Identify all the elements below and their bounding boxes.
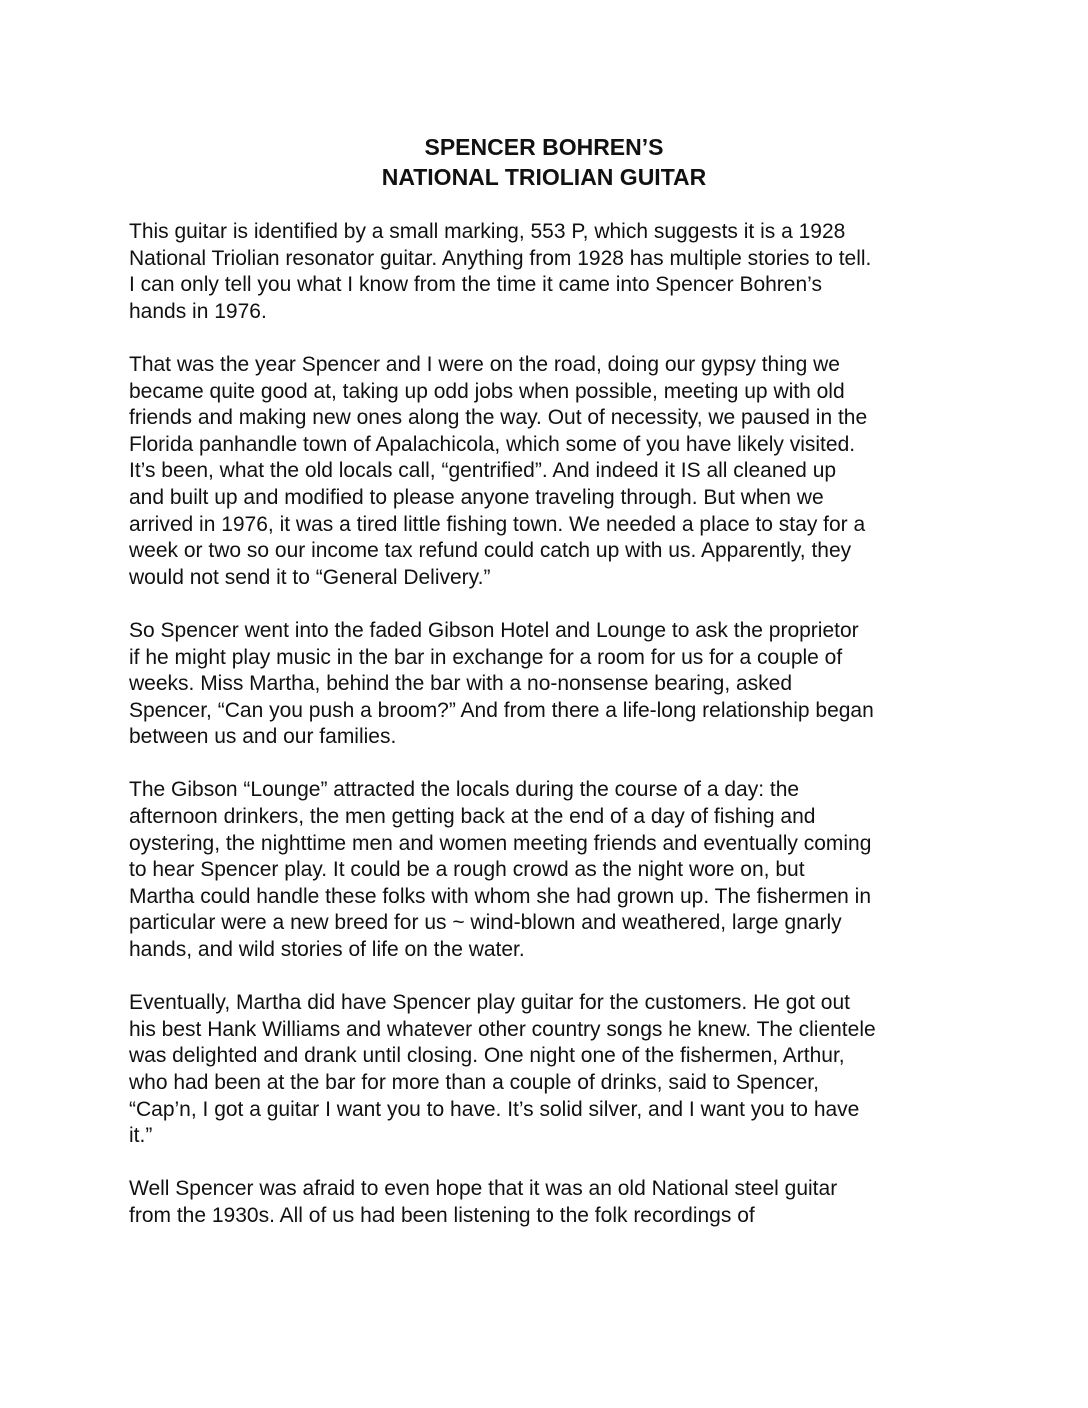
paragraph-line: if he might play music in the bar in exchange for a room for us for a couple of <box>129 645 843 669</box>
paragraph-line: weeks. Miss Martha, behind the bar with a no-nonsense bearing, asked <box>129 672 793 696</box>
paragraph-line: It’s been, what the old locals call, “gentrified”. And indeed it IS all cleaned up <box>129 459 837 483</box>
paragraph-line: So Spencer went into the faded Gibson Hotel and Lounge to ask the proprietor <box>129 618 859 642</box>
paragraph <box>129 219 979 325</box>
paragraph-line: Well Spencer was afraid to even hope that it was an old National steel guitar <box>129 1177 838 1201</box>
title-line-2: NATIONAL TRIOLIAN GUITAR <box>381 164 707 190</box>
paragraph <box>129 352 979 591</box>
paragraph-line: who had been at the bar for more than a couple of drinks, said to Spencer, <box>129 1071 819 1094</box>
paragraph-line: to hear Spencer play. It could be a rough crowd as the night wore on, but <box>129 858 805 882</box>
paragraph <box>129 1176 979 1229</box>
paragraph-line: I can only tell you what I know from the time it came into Spencer Bohren’s <box>129 273 822 297</box>
paragraph-line: friends and making new ones along the way. Out of necessity, we paused in the <box>129 406 868 430</box>
paragraph-line: afternoon drinkers, the men getting back at the end of a day of fishing and <box>129 805 816 829</box>
paragraph-line: his best Hank Williams and whatever other country songs he knew. The clientele <box>129 1017 876 1041</box>
paragraph-line: This guitar is identified by a small marking, 553 P, which suggests it is a 1928 <box>129 220 846 243</box>
title-line-1: SPENCER BOHREN’S <box>424 134 664 160</box>
paragraph-line: Martha could handle these folks with whom she had grown up. The fishermen in <box>129 884 872 908</box>
paragraph-line: National Triolian resonator guitar. Anything from 1928 has multiple stories to tell. <box>129 246 872 270</box>
paragraph <box>129 990 979 1150</box>
paragraph-line: from the 1930s. All of us had been listening to the folk recordings of <box>129 1203 755 1227</box>
paragraph-line: particular were a new breed for us ~ wind-blown and weathered, large gnarly <box>129 911 842 935</box>
paragraph-line: Eventually, Martha did have Spencer play guitar for the customers. He got out <box>129 991 850 1015</box>
document-title <box>0 132 1088 192</box>
paragraph-line: Florida panhandle town of Apalachicola, which some of you have likely visited. <box>129 432 856 456</box>
paragraph-line: between us and our families. <box>129 725 397 749</box>
paragraph-line: That was the year Spencer and I were on the road, doing our gypsy thing we <box>129 352 840 376</box>
paragraph-line: would not send it to “General Delivery.” <box>129 565 491 589</box>
paragraph-line: was delighted and drank until closing. One night one of the fishermen, Arthur, <box>129 1044 845 1068</box>
paragraph-line: oystering, the nighttime men and women meeting friends and eventually coming <box>129 831 872 855</box>
paragraph-line: week or two so our income tax refund could catch up with us. Apparently, they <box>129 539 852 563</box>
paragraph-line: it.” <box>129 1124 153 1148</box>
paragraph-line: hands, and wild stories of life on the water. <box>129 938 525 962</box>
paragraph-line: became quite good at, taking up odd jobs when possible, meeting up with old <box>129 379 845 403</box>
paragraph-line: arrived in 1976, it was a tired little fishing town. We needed a place to stay for a <box>129 512 866 536</box>
paragraph-line: Spencer, “Can you push a broom?” And from there a life-long relationship began <box>129 698 874 722</box>
document-body <box>129 219 979 1256</box>
paragraph-line: hands in 1976. <box>129 299 267 323</box>
paragraph <box>129 618 979 751</box>
paragraph-line: The Gibson “Lounge” attracted the locals during the course of a day: the <box>129 778 800 802</box>
paragraph-line: and built up and modified to please anyone traveling through. But when we <box>129 485 824 509</box>
paragraph <box>129 777 979 963</box>
paragraph-line: “Cap’n, I got a guitar I want you to have. It’s solid silver, and I want you to have <box>129 1097 860 1121</box>
